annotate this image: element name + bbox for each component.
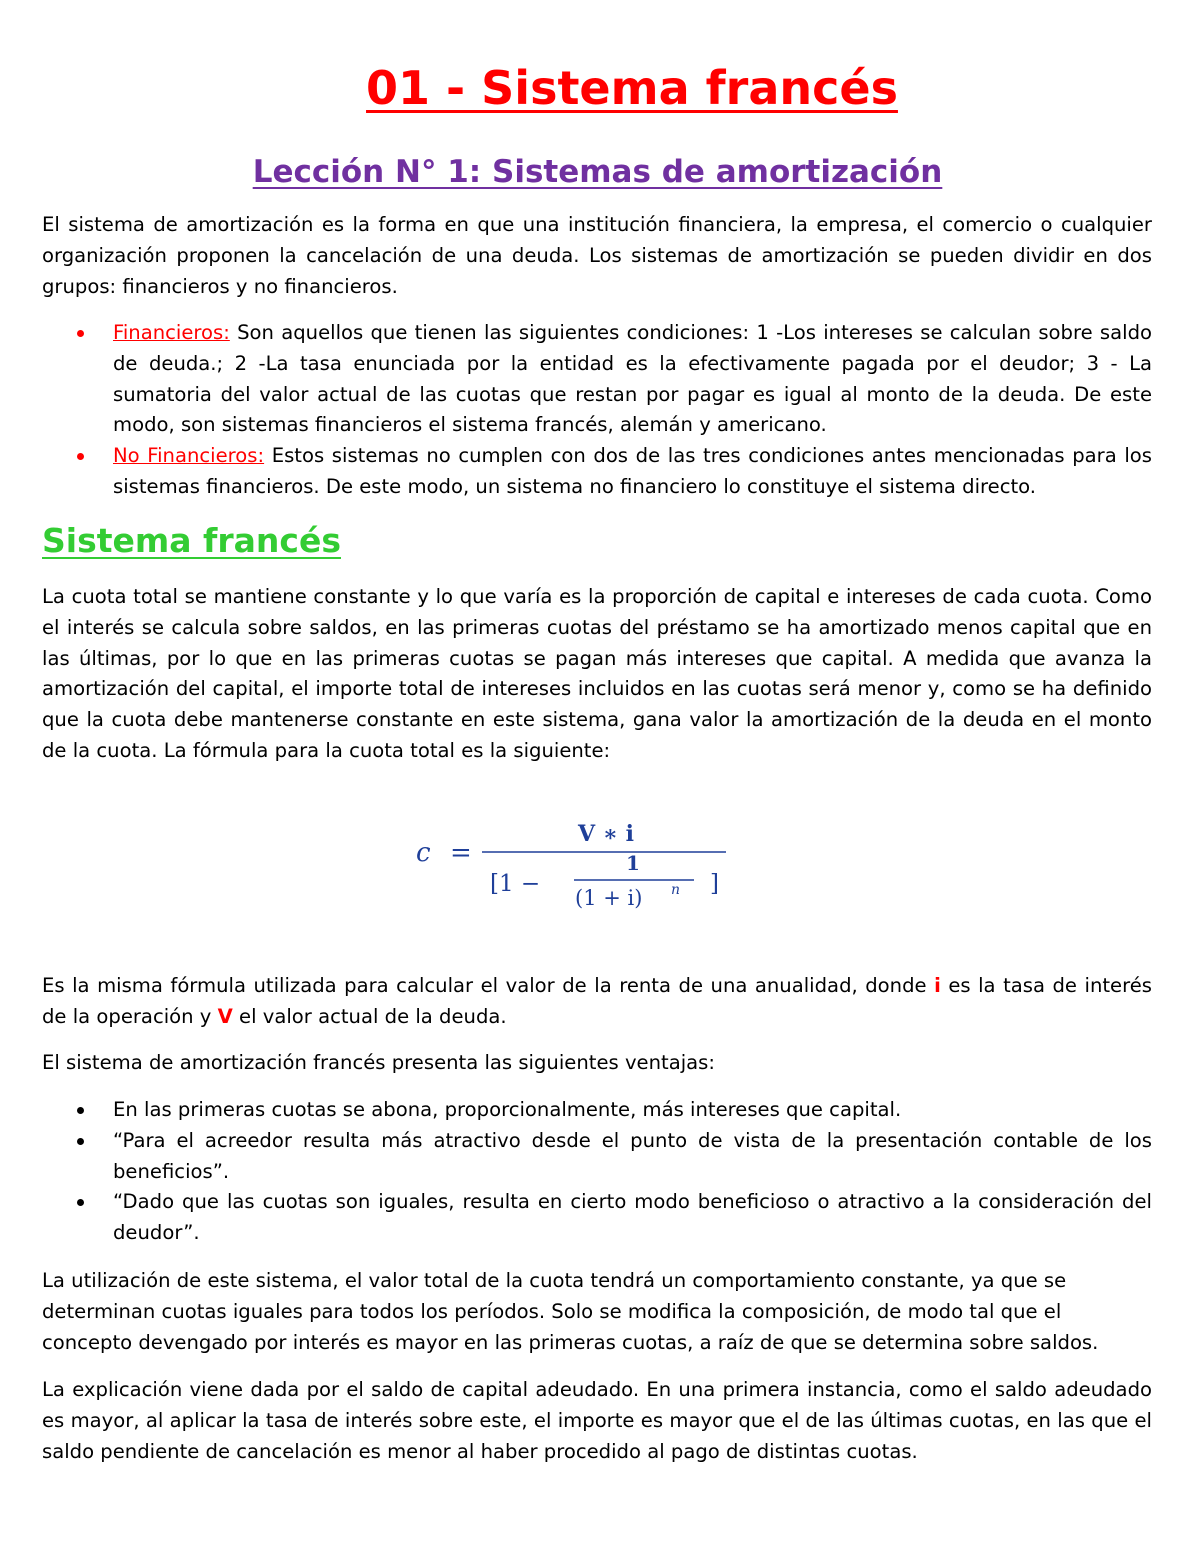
formula-numerator: V ∗ i [578,821,634,847]
explanation-text: es la tasa de interés de la operación y [42,974,1152,1028]
formula-explanation [42,971,1152,1033]
amortization-types-list [42,318,1152,503]
advantage-text: “Dado que las cuotas son iguales, resulta en cierto modo beneficioso o atractivo a la consideración del deudor”. [113,1190,1152,1245]
lesson-subtitle: Lección N° 1: Sistemas de amortización [252,154,943,190]
explanation-paragraph: La explicación viene dada por el saldo de capital adeudado. En una primera instancia, como el saldo adeudado es mayor, al aplicar la tasa de interés sobre este, el importe es mayor que el de las últimas cuotas, en las que el saldo pendiente de cancelación es menor al haber procedido al pago de distintas cuotas. [42,1378,1152,1463]
explanation-text: Es la misma fórmula utilizada para calcular el valor de la renta de una anualidad, donde [42,974,935,997]
bullet-icon [77,1199,84,1206]
bullet-icon [77,330,84,337]
variable-v: V [217,1004,233,1028]
payment-formula [410,810,740,915]
variable-i: i [934,974,941,997]
formula-inner-numerator: 1 [626,851,640,875]
formula-exponent: n [671,882,681,898]
section-heading: Sistema francés [42,521,341,560]
term-label: Financieros: [113,321,230,344]
section-paragraph: La cuota total se mantiene constante y lo que varía es la proporción de capital e intereses de cada cuota. Como el interés se calcula sobre saldos, en las primeras cuotas del préstamo se ha amortizado menos capital que en las últimas, por lo que en las primeras cuotas se pagan más intereses que capital. A medida que avanza la amortización del capital, el importe total de intereses incluidos en las cuotas será menor y, como se ha definido que la cuota debe mantenerse constante en este sistema, gana valor la amortización de la deuda en el monto de la cuota. La fórmula para la cuota total es la siguiente: [42,585,1152,762]
formula-inner-denominator: (1 + i) [575,886,643,910]
list-item [42,318,1152,441]
list-item [42,1126,1152,1188]
explanation-text: el valor actual de la deuda. [232,1004,507,1028]
advantage-text: “Para el acreedor resulta más atractivo desde el punto de vista de la presentación contable de los beneficios”. [113,1128,1152,1183]
bullet-icon [77,1138,84,1145]
term-text: Estos sistemas no cumplen con dos de las tres condiciones antes mencionadas para los sistemas financieros. De este modo, un sistema no financiero lo constituye el sistema directo. [113,444,1152,498]
advantages-list [42,1095,1152,1249]
formula-equals: = [450,838,472,868]
term-text: Son aquellos que tienen las siguientes condiciones: 1 -Los intereses se calculan sobre saldo de deuda.; 2 -La tasa enunciada por la entidad es la efectivamente pagada por el deudor; 3 - La sumatoria del valor actual de las cuotas que restan por pagar es igual al monto de la deuda. De este modo, son sistemas financieros el sistema francés, alemán y americano. [113,321,1152,437]
bullet-icon [77,1107,84,1114]
list-item [42,1187,1152,1249]
formula-bracket-open: [1 − [490,871,541,897]
document-title: 01 - Sistema francés [366,61,898,115]
advantages-intro: El sistema de amortización francés presenta las siguientes ventajas: [42,1051,715,1074]
intro-paragraph: El sistema de amortización es la forma en que una institución financiera, la empresa, el comercio o cualquier organización proponen la cancelación de una deuda. Los sistemas de amortización se pueden dividir en dos grupos: financieros y no financieros. [42,213,1152,298]
list-item [42,1095,1152,1126]
term-label: No Financieros: [113,444,265,468]
usage-paragraph: La utilización de este sistema, el valor total de la cuota tendrá un comportamiento constante, ya que se determinan cuotas iguales para todos los períodos. Solo se modifica la composición, de modo tal que el concepto devengado por interés es mayor en las primeras cuotas, a raíz de que se determina sobre saldos. [42,1269,1099,1354]
formula-lhs: c [416,838,431,868]
formula-bracket-close: ] [710,871,719,897]
advantage-text: En las primeras cuotas se abona, proporcionalmente, más intereses que capital. [113,1098,902,1121]
bullet-icon [77,453,84,460]
list-item [42,441,1152,503]
